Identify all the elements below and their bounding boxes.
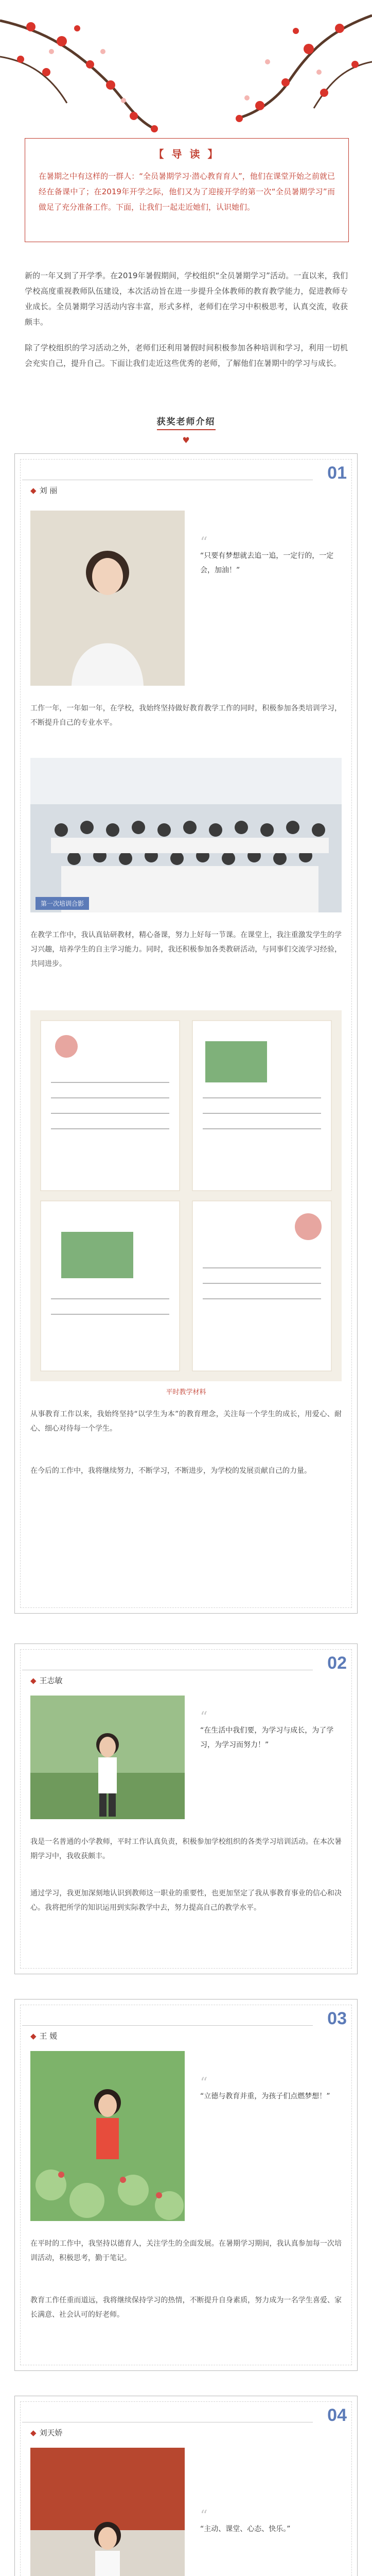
card-paragraph-1: 我是一名普通的小学教师，平时工作认真负责，积极参加学校组织的各类学习培训活动。在本次暑期学习中，我收获颇丰。 xyxy=(30,1838,342,1860)
teacher-photo xyxy=(30,2051,185,2221)
teacher-name xyxy=(30,1675,63,1686)
pin-icon: ◆ xyxy=(30,2031,37,2041)
guide-title: 【 导 读 】 xyxy=(153,148,220,160)
teacher-portrait-icon xyxy=(30,511,185,686)
quote-text: “立德与教育并重，为孩子们点燃梦想！” xyxy=(200,2092,330,2100)
teaching-materials-photo xyxy=(30,1010,342,1381)
teacher-photo xyxy=(30,1696,185,1819)
teacher-name-text: 刘天娇 xyxy=(39,2428,63,2437)
teacher-name xyxy=(30,485,57,496)
teacher-portrait-icon xyxy=(30,1696,185,1819)
quote-text: “只要有梦想就去追一追，一定行的，一定会，加油！” xyxy=(200,552,334,574)
teacher-name xyxy=(30,2427,63,2438)
teacher-name-text: 王志敏 xyxy=(39,1676,63,1685)
teacher-photo xyxy=(30,2448,185,2576)
quote-text: “在生活中我们要，为学习与成长，为了学习，为学习而努力！” xyxy=(200,1726,334,1749)
teacher-portrait-icon xyxy=(30,2448,185,2576)
quote-text: “主动、课堂、心态、快乐。” xyxy=(200,2525,291,2533)
photo-caption: 第一次培训合影 xyxy=(36,897,89,910)
pin-icon: ◆ xyxy=(30,2428,37,2437)
materials-caption: 平时教学材料 xyxy=(166,1388,206,1396)
card-paragraph-2: 教育工作任重而道远，我将继续保持学习的热情，不断提升自身素质，努力成为一名学生喜爱、家长满意、社会认可的好老师。 xyxy=(30,2296,342,2319)
teacher-card-4 xyxy=(14,2396,358,2576)
card-paragraph-1: 在平时的工作中，我坚持以德育人，关注学生的全面发展。在暑期学习期间，我认真参加每一次培训活动，积极思考，勤于笔记。 xyxy=(30,2240,342,2262)
card-number: 03 xyxy=(327,2009,347,2028)
teacher-portrait-icon xyxy=(30,2051,185,2221)
pin-icon: ◆ xyxy=(30,1676,37,1685)
heart-icon: ♥ xyxy=(182,435,190,445)
teacher-card-2 xyxy=(14,1643,358,1974)
guide-box xyxy=(25,138,349,242)
teacher-quote xyxy=(200,1708,339,1752)
quote-icon: “ xyxy=(200,2074,208,2091)
card-paragraph-4: 在今后的工作中，我将继续努力，不断学习，不断进步，为学校的发展贡献自己的力量。 xyxy=(30,1467,311,1475)
section-title: 获奖老师介绍 xyxy=(157,412,216,430)
quote-icon: “ xyxy=(200,534,208,551)
card-number: 02 xyxy=(327,1653,347,1673)
guide-text: 在暑期之中有这样的一群人：“全员暑期学习·潜心教育育人”，他们在课堂开始之前就已经在备课中了；在2019年开学之际，他们又为了迎接开学的第一次“全员暑期学习”而做足了充分准备工作。下面，让我们一起走近她们，认识她们。 xyxy=(39,172,335,212)
teacher-name xyxy=(30,2030,57,2041)
group-photo-illustration xyxy=(30,758,342,912)
teacher-photo xyxy=(30,511,185,686)
card-paragraph-1: 工作一年，一年如一年，在学校，我始终坚持做好教育教学工作的同时，积极参加各类培训学习，不断提升自己的专业水平。 xyxy=(30,704,342,727)
quote-icon: “ xyxy=(200,1708,208,1725)
teacher-quote xyxy=(200,2507,339,2536)
quote-icon: “ xyxy=(200,2507,208,2524)
card-paragraph-3: 从事教育工作以来，我始终坚持“以学生为本”的教育理念，关注每一个学生的成长，用爱心、耐心、细心对待每一个学生。 xyxy=(30,1410,342,1433)
card-number: 01 xyxy=(327,463,347,483)
pin-icon: ◆ xyxy=(30,486,37,495)
card-number: 04 xyxy=(327,2405,347,2425)
teacher-quote xyxy=(200,2074,339,2104)
divider xyxy=(22,2025,313,2026)
group-photo xyxy=(30,758,342,912)
card-paragraph-2: 在教学工作中，我认真钻研教材，精心备课，努力上好每一节课。在课堂上，我注重激发学生的学习兴趣，培养学生的自主学习能力。同时，我还积极参加各类教研活动，与同事们交流学习经验，共同进步。 xyxy=(30,931,342,968)
teacher-name-text: 王 媛 xyxy=(39,2031,58,2041)
teacher-name-text: 刘 丽 xyxy=(39,486,58,495)
card-paragraph-2: 通过学习，我更加深刻地认识到教师这一职业的重要性，也更加坚定了我从事教育事业的信心和决心。我将把所学的知识运用到实际教学中去，努力提高自己的教学水平。 xyxy=(30,1889,342,1912)
teacher-card-3 xyxy=(14,1999,358,2371)
intro-paragraph-1: 新的一年又到了开学季。在2019年暑假期间，学校组织“全员暑期学习”活动。一直以来，我们学校高度重视教师队伍建设，本次活动旨在进一步提升全体教师的教育教学能力，促进教师专业成长。全员暑期学习活动内容丰富，形式多样，老师们在学习中积极思考，认真交流，收获颇丰。 xyxy=(25,271,348,327)
teacher-quote xyxy=(200,536,339,578)
intro-paragraph-2: 除了学校组织的学习活动之外，老师们还利用暑假时间积极参加各种培训和学习，利用一切机会充实自己，提升自己。下面让我们走近这些优秀的老师，了解他们在暑期中的学习与成长。 xyxy=(25,343,348,368)
section-header xyxy=(0,412,372,445)
header-banner xyxy=(0,0,372,392)
teacher-card-1 xyxy=(14,453,358,1614)
materials-illustration xyxy=(30,1010,342,1381)
